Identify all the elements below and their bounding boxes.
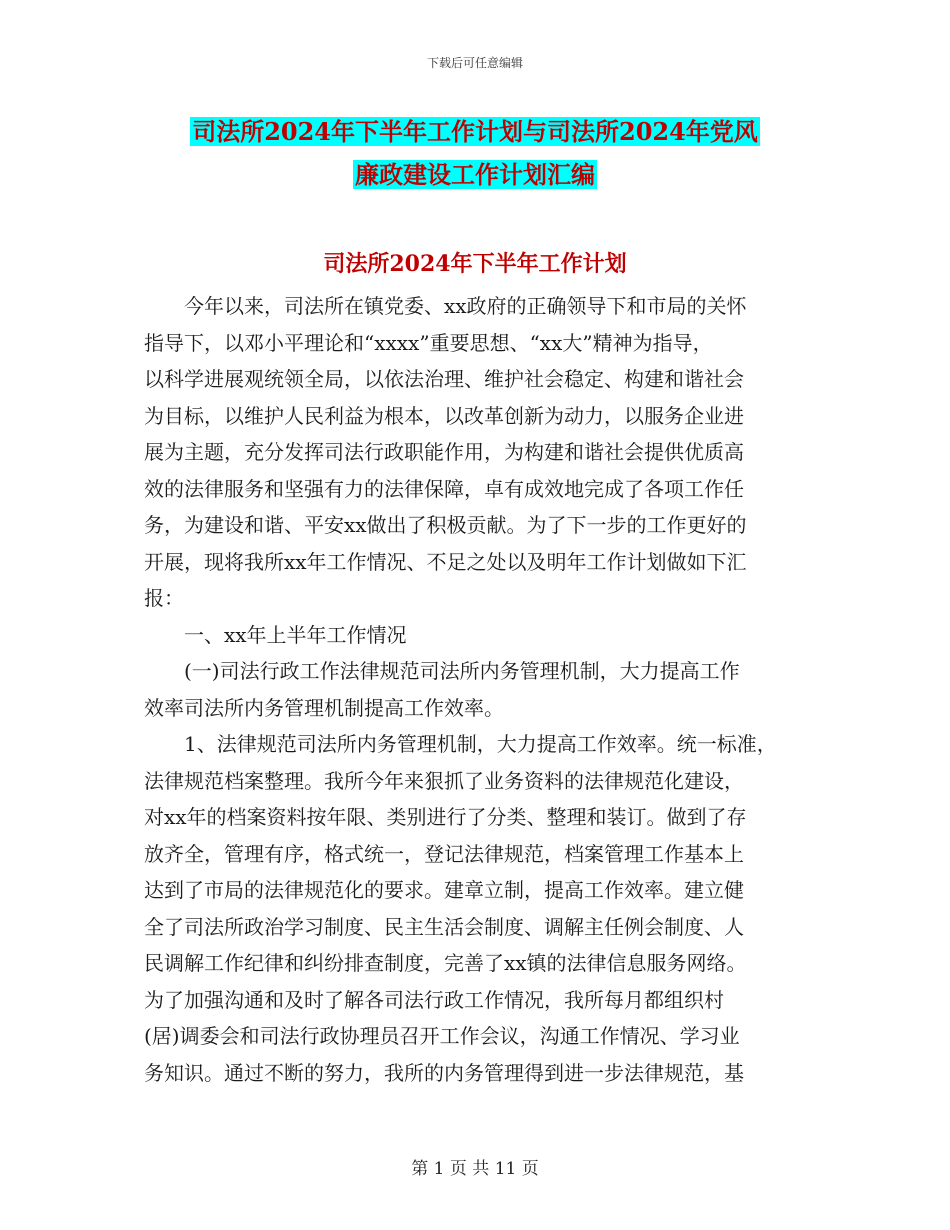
body-line: 指导下，以邓小平理论和“xxxx”重要思想、“xx大”精神为指导， — [144, 330, 713, 355]
body-line: 效率司法所内务管理机制提高工作效率。 — [144, 695, 504, 720]
body-line: 展为主题，充分发挥司法行政职能作用，为构建和谐社会提供优质高 — [144, 440, 744, 464]
document-title-line-2 — [0, 157, 950, 193]
body-line: (居)调委会和司法行政协理员召开工作会议，沟通工作情况、学习业 — [144, 1024, 740, 1048]
body-line: 一、xx年上半年工作情况 — [144, 622, 407, 647]
document-title-line-1-text: 司法所2024年下半年工作计划与司法所2024年党风 — [192, 117, 758, 146]
body-line: 为了加强沟通和及时了解各司法行政工作情况，我所每月都组织村 — [144, 987, 724, 1012]
body-line: 务知识。通过不断的努力，我所的内务管理得到进一步法律规范，基 — [144, 1060, 744, 1085]
document-title-line-2-text: 廉政建设工作计划汇编 — [355, 160, 595, 189]
body-line: 开展，现将我所xx年工作情况、不足之处以及明年工作计划做如下汇 — [144, 549, 747, 574]
document-title-line-1 — [0, 114, 950, 150]
body-line: 法律规范档案整理。我所今年来狠抓了业务资料的法律规范化建设， — [144, 768, 744, 793]
section-title: 司法所2024年下半年工作计划 — [323, 251, 627, 277]
body-line: 为目标，以维护人民利益为根本，以改革创新为动力，以服务企业进 — [144, 403, 744, 428]
body-line: 放齐全，管理有序，格式统一，登记法律规范，档案管理工作基本上 — [144, 841, 744, 866]
body-line: 报： — [144, 586, 184, 610]
body-line: 今年以来，司法所在镇党委、xx政府的正确领导下和市局的关怀 — [144, 294, 747, 318]
page-footer: 第 1 页 共 11 页 — [411, 1159, 539, 1179]
body-line: (一)司法行政工作法律规范司法所内务管理机制，大力提高工作 — [144, 659, 740, 683]
body-line: 务，为建设和谐、平安xx做出了积极贡献。为了下一步的工作更好的 — [144, 513, 747, 537]
body-line: 效的法律服务和坚强有力的法律保障，卓有成效地完成了各项工作任 — [144, 476, 744, 501]
body-line: 1、法律规范司法所内务管理机制，大力提高工作效率。统一标准， — [144, 732, 777, 756]
body-line: 对xx年的档案资料按年限、类别进行了分类、整理和装订。做到了存 — [144, 805, 747, 829]
body-line: 全了司法所政治学习制度、民主生活会制度、调解主任例会制度、人 — [144, 914, 744, 939]
body-line: 民调解工作纪律和纠纷排查制度，完善了xx镇的法律信息服务网络。 — [144, 951, 747, 975]
body-line: 以科学进展观统领全局，以依法治理、维护社会稳定、构建和谐社会 — [144, 367, 744, 391]
header-note: 下载后可任意编辑 — [426, 56, 523, 70]
body-line: 达到了市局的法律规范化的要求。建章立制，提高工作效率。建立健 — [144, 878, 744, 902]
